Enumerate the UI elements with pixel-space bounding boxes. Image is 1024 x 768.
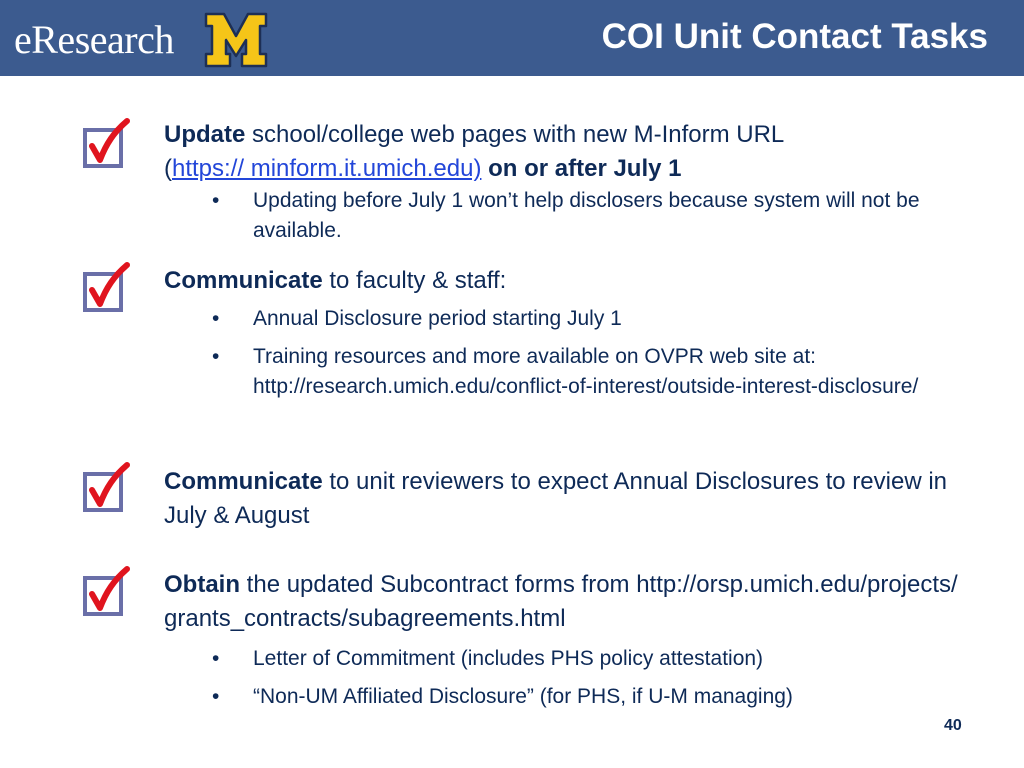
task-emphasis: on or after July 1 (488, 155, 682, 182)
minform-link[interactable]: https:// minform.it.umich.edu) (172, 155, 482, 182)
eresearch-logo (14, 10, 274, 70)
bullet-list (164, 186, 984, 246)
task-text: the updated Subcontract forms from http://orsp.umich.edu/projects/grants_contracts/subagreements.html (164, 571, 958, 632)
task-communicate-reviewers (164, 465, 984, 533)
list-item-text: Training resources and more available on OVPR web site at: http://research.umich.edu/conflict-of-interest/outside-interest-disclosure/ (253, 345, 919, 398)
task-text: to unit reviewers to expect Annual Disclosures to review in July & August (164, 468, 947, 529)
list-item-text: “Non-UM Affiliated Disclosure” (for PHS, if U-M managing) (253, 685, 793, 708)
block-m-logo-icon (204, 12, 268, 68)
bullet-dot: • (212, 647, 220, 670)
bullet-dot: • (212, 189, 220, 212)
bullet-list (164, 304, 984, 402)
list-item (164, 682, 964, 712)
task-lead: Update (164, 121, 246, 148)
task-lead: Communicate (164, 468, 323, 495)
page-number: 40 (944, 717, 962, 734)
bullet-dot: • (212, 345, 220, 368)
list-item-text: Annual Disclosure period starting July 1 (253, 307, 622, 330)
task-communicate-faculty (164, 264, 984, 402)
paren-open: ( (164, 155, 172, 182)
checkbox-checked-icon (82, 118, 132, 170)
checkbox-checked-icon (82, 462, 132, 514)
list-item (164, 342, 984, 402)
task-update (164, 118, 984, 246)
checkbox-checked-icon (82, 262, 132, 314)
slide-title: COI Unit Contact Tasks (601, 17, 988, 56)
task-lead: Obtain (164, 571, 240, 598)
list-item-text: Letter of Commitment (includes PHS policy attestation) (253, 647, 764, 670)
task-obtain (164, 568, 964, 712)
list-item (164, 644, 964, 674)
logo-text: eResearch (14, 17, 174, 62)
bullet-dot: • (212, 685, 220, 708)
task-lead: Communicate (164, 267, 323, 294)
task-text: to faculty & staff: (329, 267, 507, 294)
list-item (164, 304, 984, 334)
task-text: school/college web pages with new M-Inform URL (252, 121, 785, 148)
bullet-list (164, 644, 964, 712)
list-item-text: Updating before July 1 won’t help disclosers because system will not be available. (253, 189, 920, 242)
header-bar (0, 0, 1024, 76)
list-item (164, 186, 984, 246)
bullet-dot: • (212, 307, 220, 330)
checkbox-checked-icon (82, 566, 132, 618)
